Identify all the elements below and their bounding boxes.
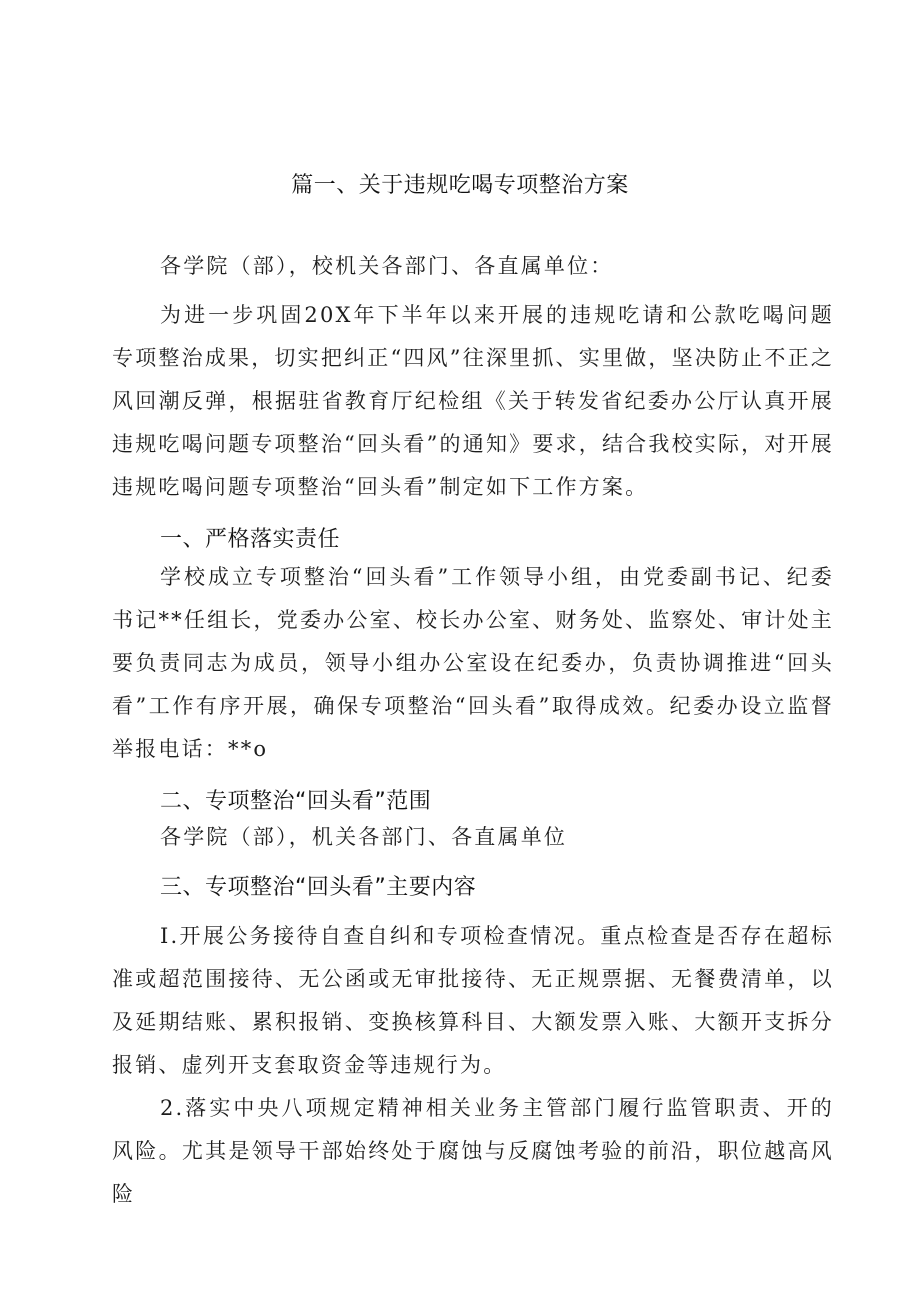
section3-heading: 三、专项整治“回头看”主要内容 [160, 875, 477, 900]
section1-paragraph: 学校成立专项整治“回头看”工作领导小组，由党委副书记、纪委书记**任组长，党委办公室、校长办公室、财务处、监察处、审计处主要负责同志为成员，领导小组办公室设在纪委办，负责协调推进“回头看”工作有序开展，确保专项整治“回头看”取得成效。纪委办设立监督举报电话：**o [112, 565, 834, 761]
item1-paragraph: I.开展公务接待自查自纠和专项检查情况。重点检查是否存在超标准或超范围接待、无公函或无审批接待、无正规票据、无餐费清单，以及延期结账、累积报销、变换核算科目、大额发票入账、大额开支拆分报销、虚列开支套取资金等违规行为。 [112, 924, 834, 1077]
section1-heading: 一、严格落实责任 [160, 527, 341, 552]
intro-paragraph: 为进一步巩固20X年下半年以来开展的违规吃请和公款吃喝问题专项整治成果，切实把纠正“四风”往深里抓、实里做，坚决防止不正之风回潮反弹，根据驻省教育厅纪检组《关于转发省纪委办公厅认真开展违规吃喝问题专项整治“回头看”的通知》要求，结合我校实际，对开展违规吃喝问题专项整治“回头看”制定如下工作方案。 [112, 303, 834, 499]
section2-heading: 二、专项整治“回头看”范围 [160, 789, 432, 814]
item2-paragraph: 2.落实中央八项规定精神相关业务主管部门履行监管职责、开的风险。尤其是领导干部始终处于腐蚀与反腐蚀考验的前沿，职位越高风险 [112, 1096, 834, 1206]
salutation: 各学院（部），校机关各部门、各直属单位： [160, 254, 614, 278]
section2-paragraph: 各学院（部），机关各部门、各直属单位 [160, 825, 568, 849]
document-title: 篇一、关于违规吃喝专项整治方案 [291, 173, 629, 198]
